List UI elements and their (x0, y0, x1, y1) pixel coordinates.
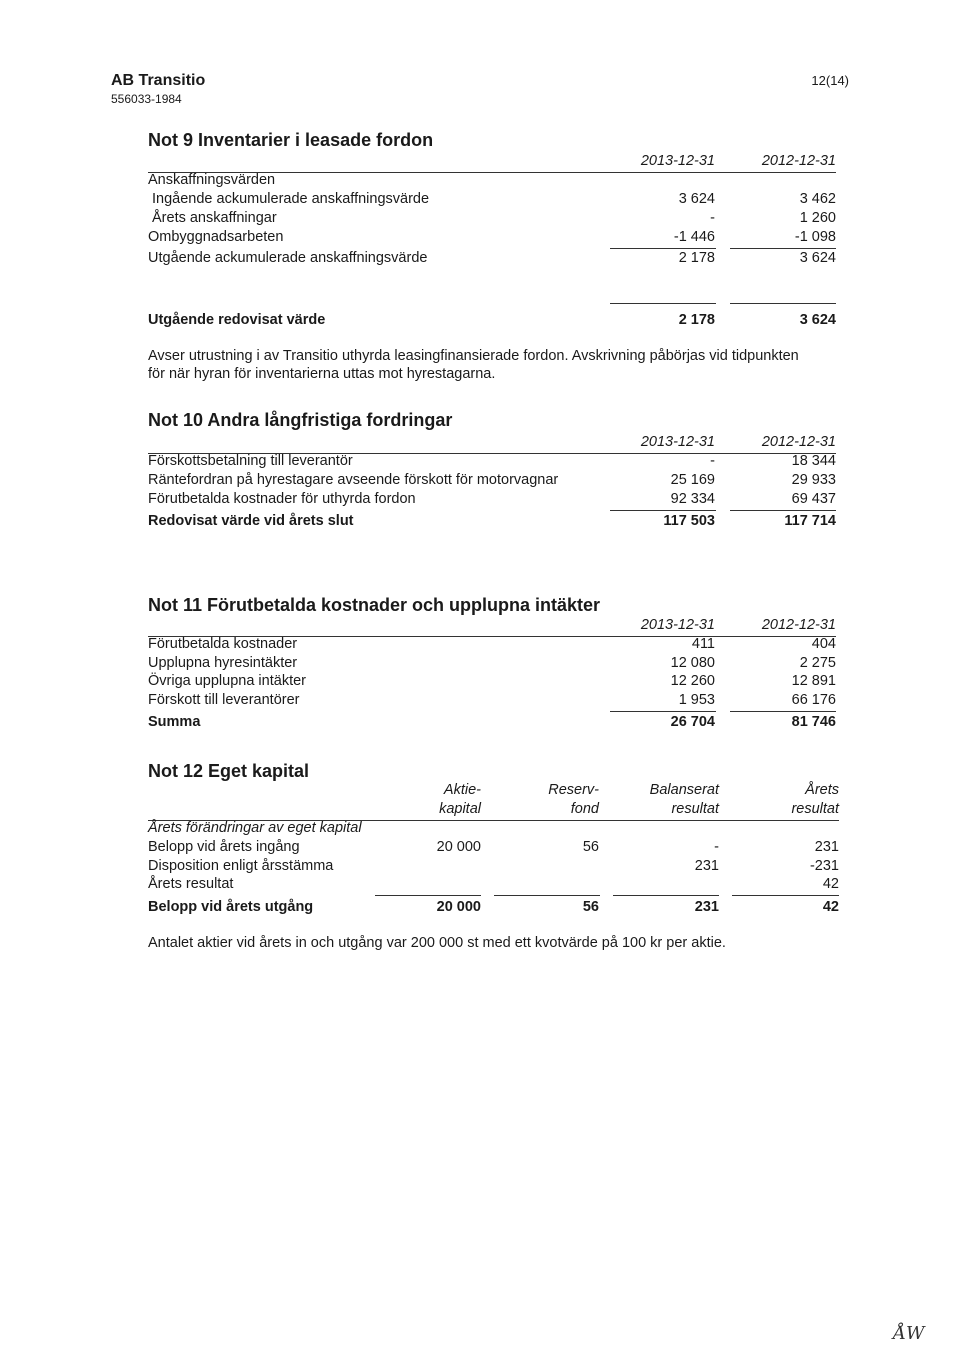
subtotal-rule (610, 248, 716, 249)
table-cell: 231 (694, 858, 719, 874)
table-row-value-2012: 404 (811, 636, 836, 652)
table-row-value-2012: -1 098 (794, 229, 836, 245)
table-row-value-2013: 3 624 (678, 191, 715, 207)
note-9-section: Anskaffningsvärden (148, 172, 276, 188)
table-row-value-2012: 2 275 (799, 655, 836, 671)
table-cell: 42 (822, 876, 839, 892)
note-9-col2-header: 2012-12-31 (761, 153, 836, 169)
table-row-value-2012: 29 933 (791, 472, 836, 488)
table-row-label: Förskottsbetalning till leverantör (148, 453, 353, 469)
total-cell: 20 000 (436, 899, 481, 915)
table-row-value-2012: 3 462 (799, 191, 836, 207)
col-header-balanserat-1: Balanserat (649, 782, 719, 798)
total-label: Summa (148, 714, 201, 730)
signature-initials: ÅW (893, 1323, 925, 1344)
note-12-footnote: Antalet aktier vid årets in och utgång var 200 000 st med ett kvotvärde på 100 kr per aktie. (148, 935, 726, 951)
table-row-value-2012: 12 891 (791, 673, 836, 689)
table-row-value-2013: 411 (691, 636, 715, 652)
total-rule (610, 303, 716, 304)
note-10-col1-header: 2013-12-31 (640, 434, 715, 450)
note-11-col1-header: 2013-12-31 (640, 617, 715, 633)
note-12-title: Not 12 Eget kapital (148, 761, 310, 781)
total-cell: 231 (694, 899, 719, 915)
total-value-2012: 117 714 (784, 513, 836, 529)
table-row-label: Räntefordran på hyrestagare avseende förskott för motorvagnar (148, 472, 559, 488)
total-value-2013: 117 503 (663, 513, 715, 529)
table-row-value-2013: 1 953 (678, 692, 715, 708)
subtotal-rule (613, 895, 719, 896)
total-cell: 42 (822, 899, 839, 915)
note-9-title: Not 9 Inventarier i leasade fordon (148, 130, 434, 150)
table-cell: - (714, 839, 719, 855)
col-header-reservfond-1: Reserv- (548, 782, 599, 798)
table-row-label: Utgående ackumulerade anskaffningsvärde (148, 250, 428, 266)
note-9-explanation-line1: Avser utrustning i av Transitio uthyrda leasingfinansierade fordon. Avskrivning påbörjas vid tidpunkten (148, 348, 799, 364)
table-row-label: Disposition enligt årsstämma (148, 858, 334, 874)
total-value-2012: 3 624 (799, 312, 836, 328)
total-value-2013: 26 704 (670, 714, 715, 730)
org-number: 556033-1984 (111, 92, 182, 106)
table-row-label: Upplupna hyresintäkter (148, 655, 298, 671)
subtotal-rule (610, 711, 716, 712)
total-value-2013: 2 178 (678, 312, 715, 328)
table-row-label: Övriga upplupna intäkter (148, 673, 306, 689)
note-12-section: Årets förändringar av eget kapital (148, 820, 362, 836)
col-header-aktiekapital-2: kapital (439, 801, 481, 817)
table-row-value-2013: 92 334 (670, 491, 715, 507)
table-row-label: Ingående ackumulerade anskaffningsvärde (152, 191, 430, 207)
table-row-label: Förutbetalda kostnader för uthyrda fordon (148, 491, 416, 507)
subtotal-rule (610, 510, 716, 511)
table-row-value-2012: 66 176 (791, 692, 836, 708)
table-cell: 231 (814, 839, 839, 855)
table-row-label: Årets resultat (148, 876, 234, 892)
subtotal-rule (730, 510, 836, 511)
total-cell: 56 (582, 899, 599, 915)
table-row-value-2012: 1 260 (799, 210, 836, 226)
table-cell: 20 000 (436, 839, 481, 855)
note-9-col1-header: 2013-12-31 (640, 153, 715, 169)
col-header-reservfond-2: fond (570, 801, 599, 817)
table-row-label: Belopp vid årets ingång (148, 839, 300, 855)
total-label: Utgående redovisat värde (148, 312, 326, 328)
subtotal-rule (375, 895, 481, 896)
note-9-explanation-line2: för när hyran för inventarierna uttas mot hyrestagarna. (148, 366, 496, 382)
table-row-label: Förskott till leverantörer (148, 692, 300, 708)
total-value-2012: 81 746 (791, 714, 836, 730)
table-row-label: Ombyggnadsarbeten (148, 229, 284, 245)
table-row-value-2012: 18 344 (791, 453, 836, 469)
table-cell: -231 (809, 858, 839, 874)
total-label: Redovisat värde vid årets slut (148, 513, 354, 529)
col-header-arets-2: resultat (791, 801, 839, 817)
table-row-value-2012: 69 437 (791, 491, 836, 507)
company-name: AB Transitio (111, 72, 206, 89)
table-row-value-2013: -1 446 (673, 229, 715, 245)
table-row-value-2013: - (710, 210, 715, 226)
subtotal-rule (494, 895, 600, 896)
subtotal-rule (730, 248, 836, 249)
col-header-aktiekapital-1: Aktie- (443, 782, 481, 798)
col-header-balanserat-2: resultat (671, 801, 719, 817)
table-cell: 56 (582, 839, 599, 855)
note-11-title: Not 11 Förutbetalda kostnader och upplupna intäkter (148, 595, 601, 615)
table-row-value-2012: 3 624 (799, 250, 836, 266)
table-row-value-2013: 12 260 (670, 673, 715, 689)
total-label: Belopp vid årets utgång (148, 899, 314, 915)
note-11-col2-header: 2012-12-31 (761, 617, 836, 633)
table-row-label: Årets anskaffningar (152, 210, 277, 226)
table-row-label: Förutbetalda kostnader (148, 636, 298, 652)
col-header-arets-1: Årets (805, 782, 839, 798)
note-10-title: Not 10 Andra långfristiga fordringar (148, 410, 453, 430)
table-row-value-2013: 25 169 (670, 472, 715, 488)
subtotal-rule (730, 711, 836, 712)
total-rule (730, 303, 836, 304)
subtotal-rule (732, 895, 839, 896)
note-10-col2-header: 2012-12-31 (761, 434, 836, 450)
table-row-value-2013: 2 178 (678, 250, 715, 266)
table-row-value-2013: 12 080 (670, 655, 715, 671)
table-row-value-2013: - (710, 453, 715, 469)
page-number: 12(14) (811, 73, 849, 88)
